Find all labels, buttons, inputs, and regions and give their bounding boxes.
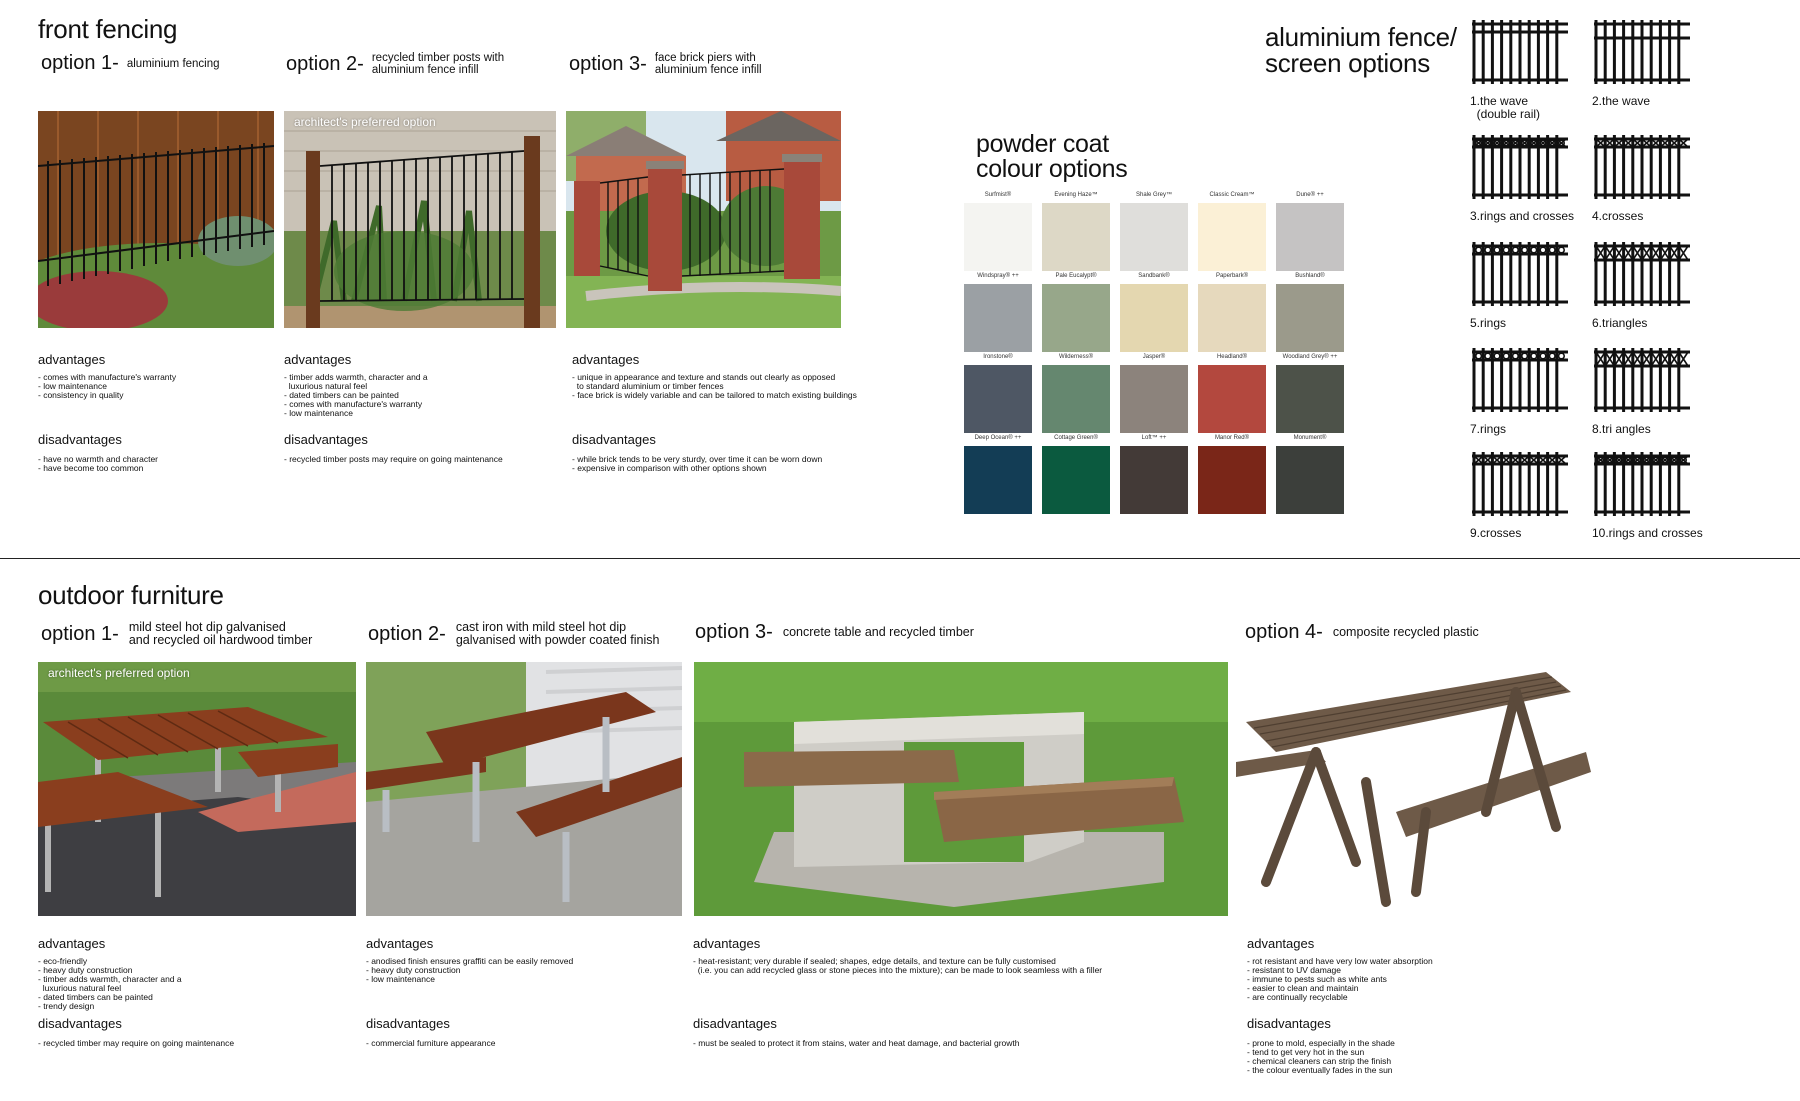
colour-swatch xyxy=(1276,284,1344,352)
fencing-option-3-notes xyxy=(572,352,872,400)
option-desc: aluminium fencing xyxy=(126,57,220,70)
colour-swatch xyxy=(1120,284,1188,352)
option-desc: recycled timber posts with aluminium fence infill xyxy=(371,52,505,76)
fence-pattern-grid xyxy=(1470,18,1800,538)
fence-pattern-icon xyxy=(1592,18,1692,86)
advantages-list: - rot resistant and have very low water absorption - resistant to UV damage - immune to pests such as white ants - easier to clean and maintain - are continually recyclable xyxy=(1247,956,1433,1002)
fence-pattern-label: 3.rings and crosses xyxy=(1470,209,1575,223)
disadvantages-list: - have no warmth and character - have become too common xyxy=(38,454,159,473)
galvanised-timber-bench-photo xyxy=(38,662,356,916)
fencing-option-1-notes xyxy=(38,352,278,400)
advantages-heading: advantages xyxy=(693,936,761,951)
fence-pattern-item xyxy=(1592,450,1703,540)
colour-swatch xyxy=(964,365,1032,433)
disadvantages-heading: disadvantages xyxy=(38,1016,122,1031)
disadvantages-heading: disadvantages xyxy=(693,1016,777,1031)
disadvantages-list: - recycled timber may require on going maintenance xyxy=(38,1038,235,1048)
fence-pattern-label: 4.crosses xyxy=(1592,209,1644,223)
fence-pattern-label: 5.rings xyxy=(1470,316,1507,330)
advantages-heading: advantages xyxy=(1247,936,1315,951)
advantages-heading: advantages xyxy=(38,352,106,367)
swatch-label: Cottage Green® xyxy=(1054,435,1098,441)
section-divider xyxy=(0,558,1800,559)
fencing-option-1-dis xyxy=(38,432,278,473)
swatch-label: Windspray® ++ xyxy=(977,273,1019,279)
fence-pattern-item xyxy=(1470,450,1570,540)
colour-swatch xyxy=(964,203,1032,271)
preferred-option-tag: architect's preferred option xyxy=(294,115,436,129)
advantages-list: - timber adds warmth, character and a luxurious natural feel - dated timbers can be painted - comes with manufacture's warranty - low maintenance xyxy=(284,372,428,418)
preferred-option-tag: architect's preferred option xyxy=(48,666,190,680)
furniture-option-1-dis xyxy=(38,1016,328,1048)
concrete-table-photo xyxy=(694,662,1228,916)
option-desc: composite recycled plastic xyxy=(1332,625,1479,639)
swatch-label: Pale Eucalypt® xyxy=(1055,273,1097,279)
advantages-list: - anodised finish ensures graffiti can be easily removed - heavy duty construction - low maintenance xyxy=(366,956,574,984)
fence-pattern-item xyxy=(1470,346,1570,436)
disadvantages-heading: disadvantages xyxy=(366,1016,450,1031)
fence-pattern-icon xyxy=(1592,450,1692,518)
furniture-option-2-notes xyxy=(366,936,666,984)
fence-pattern-label: 10.rings and crosses xyxy=(1592,526,1703,540)
fence-pattern-icon xyxy=(1592,240,1692,308)
option-label: option 1- xyxy=(41,622,119,645)
disadvantages-list: - recycled timber posts may require on going maintenance xyxy=(284,454,503,464)
swatch-label: Loft™ ++ xyxy=(1141,435,1167,441)
furniture-option-3-dis xyxy=(693,1016,1213,1048)
disadvantages-list: - must be sealed to protect it from stains, water and heat damage, and bacterial growth xyxy=(693,1038,1020,1048)
brick-pier-fence-photo xyxy=(566,111,841,328)
swatch-label: Manor Red® xyxy=(1214,435,1250,441)
swatch-label: Headland® xyxy=(1216,354,1248,360)
disadvantages-list: - prone to mold, especially in the shade - tend to get very hot in the sun - chemical cleaners can strip the finish - the colour eventually fades in the sun xyxy=(1247,1038,1395,1075)
fence-pattern-label: 8.tri angles xyxy=(1592,422,1651,436)
advantages-list: - unique in appearance and texture and stands out clearly as opposed to standard aluminium or timber fences - face brick is widely variable and can be tailored to match existing buildings xyxy=(572,372,857,400)
advantages-heading: advantages xyxy=(366,936,434,951)
furniture-option-1-notes xyxy=(38,936,328,1011)
advantages-list: - heat-resistant; very durable if sealed; shapes, edge details, and texture can be fully customised (i.e. you can add recycled glass or stone pieces into the mixture); can be made to look seamless with a filler xyxy=(693,956,1103,975)
option-desc: concrete table and recycled timber xyxy=(782,625,974,639)
fence-pattern-item xyxy=(1470,240,1570,330)
powder-coat-title: powder coat colour options xyxy=(976,130,1128,183)
disadvantages-heading: disadvantages xyxy=(572,432,656,447)
fence-pattern-icon xyxy=(1592,346,1692,414)
fence-pattern-icon xyxy=(1592,133,1692,201)
colour-swatch xyxy=(964,446,1032,514)
fence-pattern-icon xyxy=(1470,133,1570,201)
option-desc: cast iron with mild steel hot dip galvanised with powder coated finish xyxy=(455,620,660,647)
colour-swatch xyxy=(1276,446,1344,514)
swatch-label: Jasper® xyxy=(1142,354,1166,360)
colour-swatch xyxy=(1120,365,1188,433)
disadvantages-list: - while brick tends to be very sturdy, over time it can be worn down - expensive in comparison with other options shown xyxy=(572,454,823,473)
fencing-option-2-notes xyxy=(284,352,554,418)
timber-post-fence-photo xyxy=(284,111,556,328)
aluminium-fence-photo xyxy=(38,111,274,328)
fencing-option-3-heading xyxy=(569,52,762,76)
advantages-heading: advantages xyxy=(38,936,106,951)
fence-pattern-icon xyxy=(1470,18,1570,86)
fence-pattern-item xyxy=(1592,346,1692,436)
fence-pattern-label: 7.rings xyxy=(1470,422,1507,436)
advantages-list: - comes with manufacture's warranty - low maintenance - consistency in quality xyxy=(38,372,177,400)
fence-pattern-label: 9.crosses xyxy=(1470,526,1522,540)
swatch-label: Classic Cream™ xyxy=(1209,192,1255,198)
swatch-label: Evening Haze™ xyxy=(1054,192,1098,198)
disadvantages-heading: disadvantages xyxy=(38,432,122,447)
furniture-option-1-heading xyxy=(41,621,312,647)
swatch-label: Dune® ++ xyxy=(1296,192,1324,198)
colour-swatch xyxy=(1120,203,1188,271)
advantages-list: - eco-friendly - heavy duty construction - timber adds warmth, character and a luxurious natural feel - dated timbers can be painted - trendy design xyxy=(38,956,182,1011)
swatch-label: Sandbank® xyxy=(1138,273,1170,279)
option-label: option 2- xyxy=(368,622,446,645)
swatch-label: Shale Grey™ xyxy=(1135,192,1172,198)
advantages-heading: advantages xyxy=(572,352,640,367)
colour-swatch xyxy=(1198,446,1266,514)
option-label: option 2- xyxy=(286,52,364,75)
swatch-label: Surfmist® xyxy=(984,192,1012,198)
option-desc: face brick piers with aluminium fence infill xyxy=(654,52,762,76)
fence-pattern-item xyxy=(1592,18,1692,108)
advantages-heading: advantages xyxy=(284,352,352,367)
colour-swatch xyxy=(1042,284,1110,352)
option-label: option 4- xyxy=(1245,621,1323,643)
colour-swatch xyxy=(1042,446,1110,514)
fencing-option-2-dis xyxy=(284,432,554,464)
furniture-option-4-dis xyxy=(1247,1016,1547,1075)
fence-pattern-icon xyxy=(1470,240,1570,308)
fence-pattern-icon xyxy=(1470,346,1570,414)
swatch-label: Wilderness® xyxy=(1058,354,1094,360)
furniture-option-2-dis xyxy=(366,1016,666,1048)
swatch-label: Ironstone® xyxy=(983,354,1013,360)
disadvantages-heading: disadvantages xyxy=(1247,1016,1331,1031)
fencing-title: front fencing xyxy=(38,14,178,44)
fence-pattern-label: 1.the wave (double rail) xyxy=(1470,94,1541,121)
colour-swatch xyxy=(1276,203,1344,271)
furniture-option-2-heading xyxy=(368,621,659,647)
fencing-option-3-dis xyxy=(572,432,872,473)
recycled-plastic-bench-photo xyxy=(1236,662,1591,932)
swatch-label: Monument® xyxy=(1293,435,1327,441)
furniture-option-3-heading xyxy=(695,621,974,644)
colour-swatch xyxy=(1198,365,1266,433)
fence-pattern-item xyxy=(1470,18,1570,121)
swatch-label: Paperbark® xyxy=(1215,273,1249,279)
fence-pattern-label: 6.triangles xyxy=(1592,316,1648,330)
fence-pattern-item xyxy=(1592,240,1692,330)
disadvantages-heading: disadvantages xyxy=(284,432,368,447)
fence-pattern-item xyxy=(1592,133,1692,223)
furniture-title: outdoor furniture xyxy=(38,580,224,610)
swatch-label: Bushland® xyxy=(1295,273,1325,279)
colour-swatch xyxy=(1042,365,1110,433)
aluminium-options-title: aluminium fence/ screen options xyxy=(1265,22,1457,78)
fence-pattern-label: 2.the wave xyxy=(1592,94,1651,108)
colour-swatch xyxy=(1198,203,1266,271)
fencing-option-2-heading xyxy=(286,52,504,76)
colour-swatch xyxy=(964,284,1032,352)
disadvantages-list: - commercial furniture appearance xyxy=(366,1038,496,1048)
option-label: option 3- xyxy=(695,621,773,643)
option-desc: mild steel hot dip galvanised and recycled oil hardwood timber xyxy=(128,620,313,647)
fence-pattern-item xyxy=(1470,133,1574,223)
fencing-option-1-heading xyxy=(41,52,220,75)
colour-swatch xyxy=(1198,284,1266,352)
furniture-option-4-heading xyxy=(1245,621,1479,644)
option-label: option 3- xyxy=(569,52,647,75)
colour-swatch xyxy=(1276,365,1344,433)
furniture-option-3-notes xyxy=(693,936,1213,975)
swatch-label: Woodland Grey® ++ xyxy=(1282,354,1338,360)
furniture-option-4-notes xyxy=(1247,936,1547,1002)
fence-pattern-icon xyxy=(1470,450,1570,518)
swatch-label: Deep Ocean® ++ xyxy=(974,435,1022,441)
colour-swatch xyxy=(1120,446,1188,514)
colour-swatch xyxy=(1042,203,1110,271)
option-label: option 1- xyxy=(41,52,119,74)
powder-coat-swatch-grid xyxy=(964,192,1352,517)
cast-iron-bench-photo xyxy=(366,662,682,916)
